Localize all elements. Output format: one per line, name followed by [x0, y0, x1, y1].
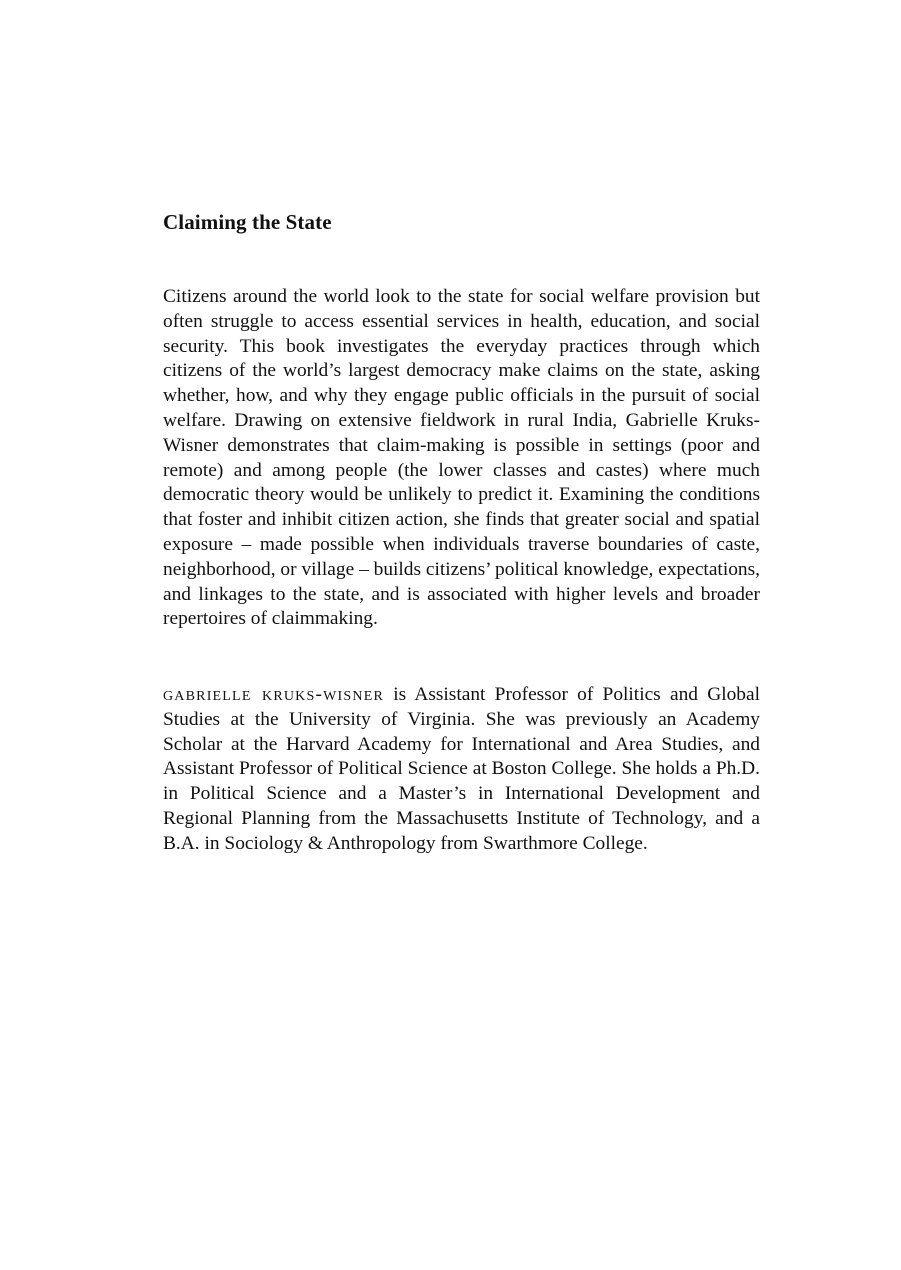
book-title: Claiming the State: [163, 210, 332, 234]
book-description: Citizens around the world look to the state for social welfare provision but often struggle to access essential services in health, education, and social security. This book investigates the everyday practices through which citizens of the world’s largest democracy make claims on the state, asking whether, how, and why they engage public officials in the pursuit of social welfare. Drawing on extensive fieldwork in rural India, Gabrielle Kruks-Wisner demonstrates that claim-making is possible in settings (poor and remote) and among people (the lower classes and castes) where much democratic theory would be unlikely to predict it. Examining the conditions that foster and inhibit citizen action, she finds that greater social and spatial exposure – made possible when individuals traverse boundaries of caste, neighborhood, or village – builds citizens’ political knowledge, expectations, and linkages to the state, and is associated with higher levels and broader repertoires of claimmaking.: [163, 286, 760, 630]
book-page: [163, 0, 760, 1270]
author-bio: [163, 683, 760, 857]
author-name: gabrielle kruks-wisner: [163, 684, 384, 705]
author-bio-text: is Assistant Professor of Politics and Global Studies at the University of Virginia. She was previously an Academy Scholar at the Harvard Academy for International and Area Studies, and Assistant Professor of Political Science at Boston College. She holds a Ph.D. in Political Science and a Master’s in International Development and Regional Planning from the Massachusetts Institute of Technology, and a B.A. in Sociology & Anthropology from Swarthmore College.: [163, 684, 760, 854]
